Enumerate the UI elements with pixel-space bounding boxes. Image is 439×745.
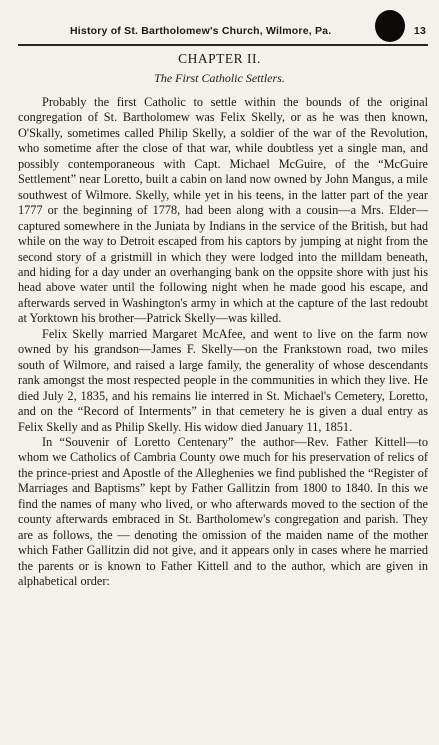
body-text	[18, 95, 428, 590]
paragraph-1: Probably the first Catholic to settle within the bounds of the original congregation of St. Bartholomew was Felix Skelly, or as he was then known, O'Skally, sometimes called Philip Skelly, a soldier of the war of the Revolution, who sometime after the close of that war, while doubtless yet a single man, and possibly contemporaneous with Capt. Michael McGuire, of the “McGuire Settlement” near Loretto, built a cabin on land now owned by John Mangus, a mile southwest of Wilmore. Skelly, while yet in his teens, in the latter part of the year 1777 or the beginning of 1778, had been along with a cousin—a Mrs. Elder—captured somewhere in the Juniata by Indians in the service of the British, but had while on the way to Detroit escaped from his captors by jumping at night from the second story of a gristmill in which they were lodged into the milldam beneath, and hiding for a day under an overhanging bank on the oppsite shore with just his head above water until the following night when he made good his escape, and afterwards served in Washington's army in which at the capture of the last redoubt at Yorktown his brother—Patrick Skelly—was killed.	[18, 95, 428, 326]
header-rule	[18, 44, 428, 46]
paragraph-2: Felix Skelly married Margaret McAfee, and went to live on the farm now owned by his grandson—James F. Skelly—on the Frankstown road, two miles south of Wilmore, and raised a large family, the generality of whose descendants rank amongst the most respected people in the communities in which they live. He died July 2, 1835, and his remains lie interred in St. Michael's Cemetery, Loretto, and on the “Record of Interments” in that cemetery he is given a dual entry as Felix Skelly and as Philip Skelly. His widow died January 11, 1851.	[18, 326, 428, 434]
paragraph-3: In “Souvenir of Loretto Centenary” the author—Rev. Father Kittell—to whom we Catholics of Cambria County owe much for his preservation of relics of the prince-priest and Apostle of the Alleghenies we find published the “Register of Marriages and Baptisms” kept by Father Gallitzin from 1800 to 1840. In this we find the names of many who lived, or who afterwards moved to the section of the county afterwards embraced in St. Bartholomew's congregation and parish. They are as follows, the — denoting the omission of the maiden name of the mother which Father Gallitzin did not give, and it appears only in cases where he married the parents or is known to Father Kittell and to the author, which are given in alphabetical order:	[18, 434, 428, 589]
page-number: 13	[413, 25, 426, 37]
ink-blot	[375, 10, 405, 42]
chapter-subtitle: The First Catholic Settlers.	[154, 71, 285, 85]
chapter-heading: CHAPTER II.	[178, 51, 261, 66]
running-title: History of St. Bartholomew's Church, Wilmore, Pa.	[70, 25, 332, 37]
running-header	[18, 24, 428, 40]
